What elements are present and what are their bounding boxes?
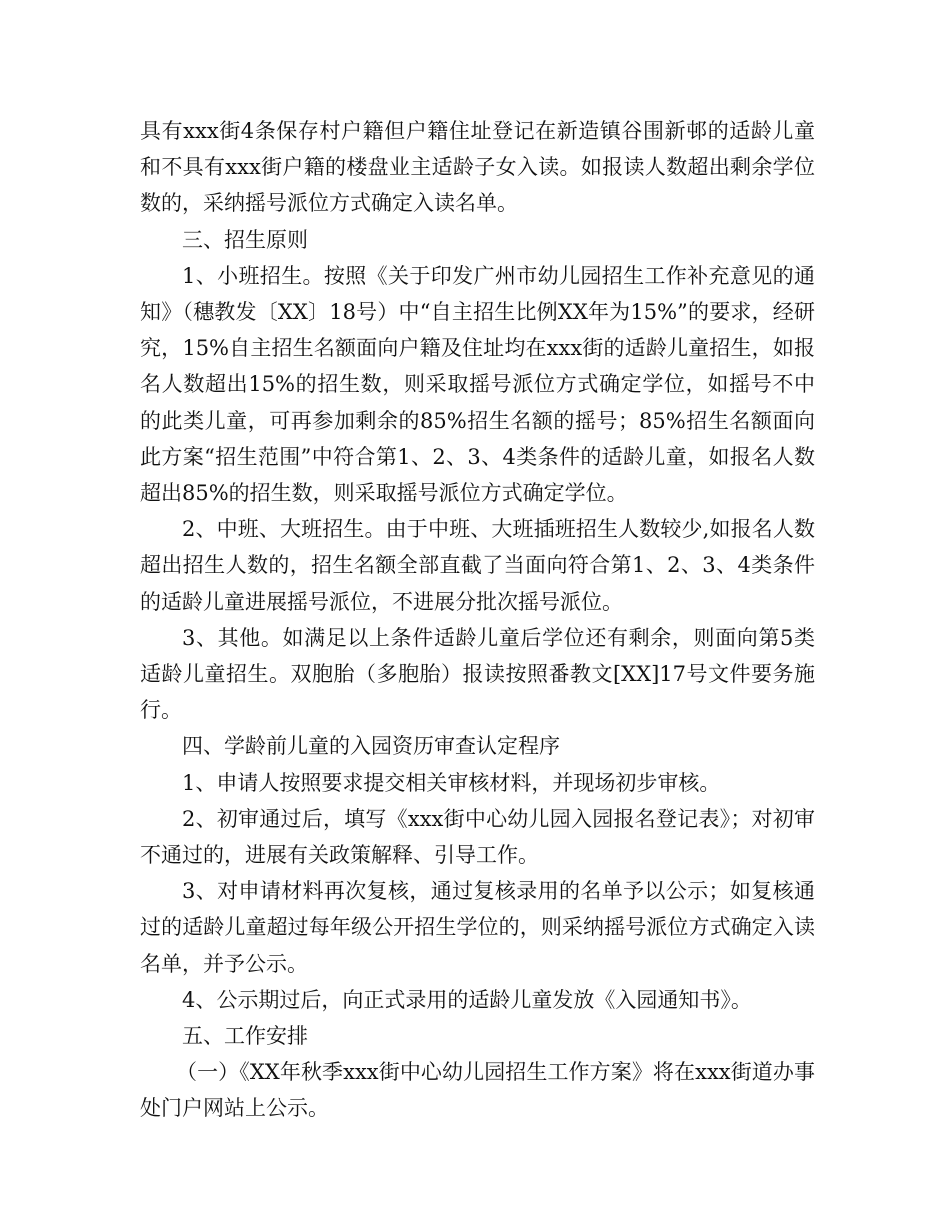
section-heading-admission-principles: 三、招生原则 — [182, 227, 308, 252]
paragraph-small-class-enrollment: 1、小班招生。按照《关于印发广州市幼儿园招生工作补充意见的通知》（穗教发〔XX〕18号）中“自主招生比例XX年为15%”的要求，经研究，15%自主招生名额面向户籍及住址均在xxx街的适龄儿童招生，如报名人数超出15%的招生数，则采取摇号派位方式确定学位，如摇号不中的此类儿童，可再参加剩余的85%招生名额的摇号；85%招生名额面向此方案“招生范围”中符合第1、2、3、4类条件的适龄儿童，如报名人数超出85%的招生数，则采取摇号派位方式确定学位。 — [140, 263, 815, 506]
section-heading-qualification-review: 四、学龄前儿童的入园资历审查认定程序 — [182, 734, 560, 759]
paragraph-review-step-4: 4、公示期过后，向正式录用的适龄儿童发放《入园通知书》。 — [182, 987, 752, 1012]
paragraph-other-enrollment: 3、其他。如满足以上条件适龄儿童后学位还有剩余，则面向第5类适龄儿童招生。双胞胎（多胞胎）报读按照番教文[XX]17号文件要务施行。 — [140, 625, 815, 723]
paragraph-review-step-2: 2、初审通过后，填写《xxx街中心幼儿园入园报名登记表》；对初审不通过的，进展有关政策解释、引导工作。 — [140, 806, 815, 868]
paragraph-review-step-1: 1、申请人按照要求提交相关审核材料，并现场初步审核。 — [182, 770, 721, 795]
paragraph-work-arrangement-1: （一）《XX年秋季xxx街中心幼儿园招生工作方案》将在xxx街道办事处门户网站上公示。 — [140, 1060, 815, 1121]
paragraph-middle-large-class-enrollment: 2、中班、大班招生。由于中班、大班插班招生人数较少,如报名人数超出招生人数的，招生名额全部直截了当面向符合第1、2、3、4类条件的适龄儿童进展摇号派位，不进展分批次摇号派位。 — [140, 517, 815, 614]
paragraph-review-step-3: 3、对申请材料再次复核，通过复核录用的名单予以公示；如复核通过的适龄儿童超过每年级公开招生学位的，则采纳摇号派位方式确定入读名单，并予公示。 — [140, 879, 815, 976]
paragraph-continuation: 具有xxx街4条保存村户籍但户籍住址登记在新造镇谷围新邨的适龄儿童和不具有xxx街户籍的楼盘业主适龄子女入读。如报读人数超出剩余学位数的，采纳摇号派位方式确定入读名单。 — [140, 119, 815, 216]
section-heading-work-arrangement: 五、工作安排 — [182, 1024, 308, 1049]
document-body — [140, 113, 815, 1127]
